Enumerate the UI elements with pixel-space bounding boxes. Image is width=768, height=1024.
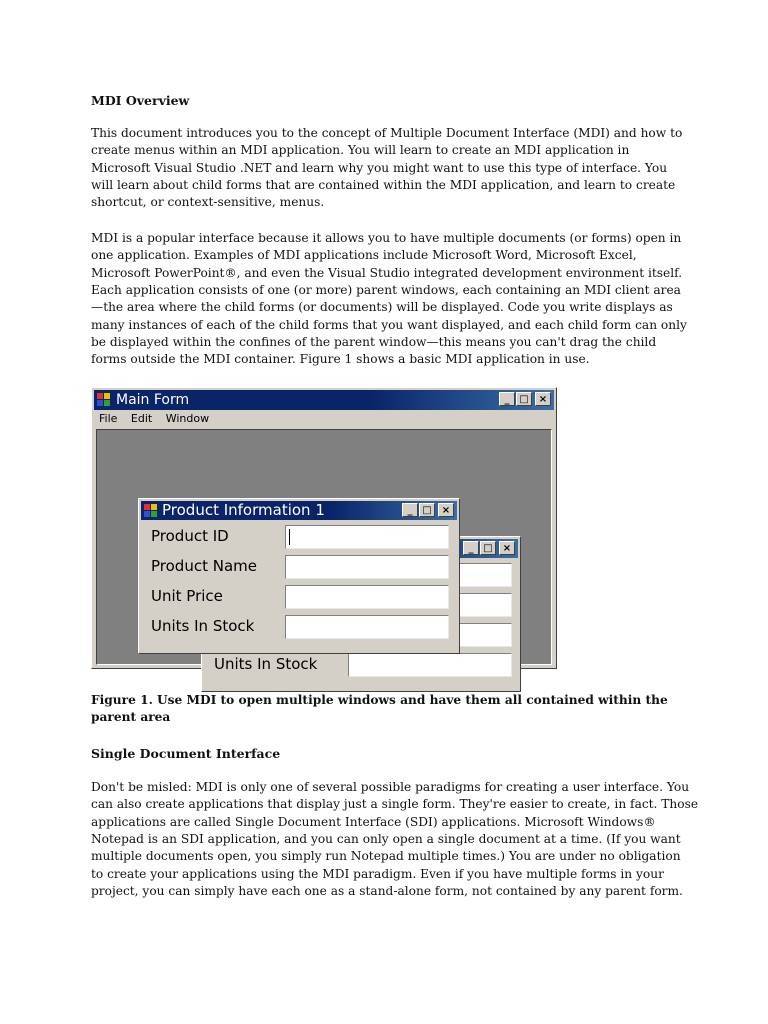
front-child-title: Product Information 1 — [162, 501, 325, 519]
units-in-stock-label: Units In Stock — [214, 655, 318, 673]
intro-paragraph — [91, 125, 681, 212]
menu-window[interactable]: Window — [165, 412, 210, 425]
mdi-line: be displayed within the confines of the parent window—this means you can't drag the child — [91, 335, 657, 350]
mdi-line: MDI is a popular interface because it allows you to have multiple documents (or forms) open in — [91, 231, 682, 245]
caption-line: Figure 1. Use MDI to open multiple windows and have them all contained within the — [91, 693, 668, 707]
mdi-line: —the area where the child forms (or documents) will be displayed. Code you write displays as — [91, 300, 673, 315]
unit-price-field[interactable] — [285, 585, 449, 609]
menu-edit[interactable]: Edit — [130, 412, 153, 425]
close-icon[interactable]: × — [438, 503, 454, 517]
maximize-icon[interactable]: □ — [480, 541, 496, 555]
intro-line: will learn about child forms that are contained within the MDI application, and learn to create — [91, 178, 676, 193]
sdi-paragraph — [91, 779, 699, 900]
caption-line: parent area — [91, 710, 171, 725]
minimize-icon[interactable]: _ — [402, 503, 418, 517]
main-form-titlebar[interactable] — [94, 390, 554, 410]
minimize-icon[interactable]: _ — [463, 541, 479, 555]
product-id-field[interactable] — [285, 525, 449, 549]
main-form-window — [91, 387, 557, 673]
intro-line: shortcut, or context-sensitive, menus. — [91, 195, 325, 210]
product-name-label: Product Name — [151, 557, 257, 575]
unit-price-label: Unit Price — [151, 587, 223, 605]
document-title: MDI Overview — [91, 93, 190, 108]
main-form-title: Main Form — [116, 392, 190, 408]
close-icon[interactable]: × — [499, 541, 515, 555]
unit-price-row — [139, 583, 459, 613]
mdi-line: forms outside the MDI container. Figure 1 shows a basic MDI application in use. — [91, 352, 590, 367]
units-in-stock-field[interactable] — [285, 615, 449, 639]
sdi-heading: Single Document Interface — [91, 746, 281, 761]
mdi-line: Microsoft PowerPoint®, and even the Visual Studio integrated development environment itself. — [91, 265, 683, 280]
sdi-line: to create your applications using the MDI paradigm. Even if you have multiple forms in your — [91, 866, 664, 881]
intro-line: create menus within an MDI application. You will learn to create an MDI application in — [91, 143, 630, 158]
main-menubar — [94, 410, 554, 428]
sdi-line: can also create applications that display just a single form. They're easier to create, in fact. Those — [91, 797, 699, 812]
product-id-label: Product ID — [151, 527, 229, 545]
intro-line: This document introduces you to the concept of Multiple Document Interface (MDI) and how to — [91, 126, 683, 140]
mdi-paragraph — [91, 230, 687, 369]
app-icon — [144, 504, 158, 518]
mdi-line: one application. Examples of MDI applications include Microsoft Word, Microsoft Excel, — [91, 248, 637, 263]
product-name-field[interactable] — [285, 555, 449, 579]
maximize-icon[interactable]: □ — [419, 503, 435, 517]
sdi-line: multiple documents open, you simply run Notepad multiple times.) You are under no obligation — [91, 849, 681, 864]
app-icon — [97, 393, 111, 407]
intro-line: Microsoft Visual Studio .NET and learn why you might want to use this type of interface. You — [91, 160, 668, 175]
mdi-client-area — [96, 429, 552, 673]
text-caret — [289, 529, 290, 545]
mdi-line: many instances of each of the child forms that you want displayed, and each child form can only — [91, 317, 687, 332]
front-child-titlebar[interactable] — [141, 501, 457, 520]
units-in-stock-label: Units In Stock — [151, 617, 255, 635]
sdi-line: project, you can simply have each one as a stand-alone form, not contained by any parent form. — [91, 884, 683, 899]
figure-mdi-screenshot — [91, 387, 559, 671]
product-name-row — [139, 553, 459, 583]
units-in-stock-row — [139, 613, 459, 643]
menu-file[interactable]: File — [99, 412, 118, 425]
sdi-line: applications are called Single Document Interface (SDI) applications. Microsoft Windows® — [91, 814, 656, 829]
close-icon[interactable]: × — [535, 392, 551, 406]
minimize-icon[interactable]: _ — [499, 392, 515, 406]
sdi-line: Notepad is an SDI application, and you can only open a single document at a time. (If you want — [91, 832, 681, 847]
maximize-icon[interactable]: □ — [516, 392, 532, 406]
figure-caption — [91, 692, 681, 727]
product-id-row — [139, 523, 459, 553]
sdi-line: Don't be misled: MDI is only one of several possible paradigms for creating a user interface. You — [91, 780, 690, 794]
back-field-row — [202, 651, 520, 681]
mdi-line: Each application consists of one (or more) parent windows, each containing an MDI client area — [91, 283, 681, 298]
front-child-window — [138, 498, 460, 654]
units-in-stock-field[interactable] — [348, 653, 512, 677]
